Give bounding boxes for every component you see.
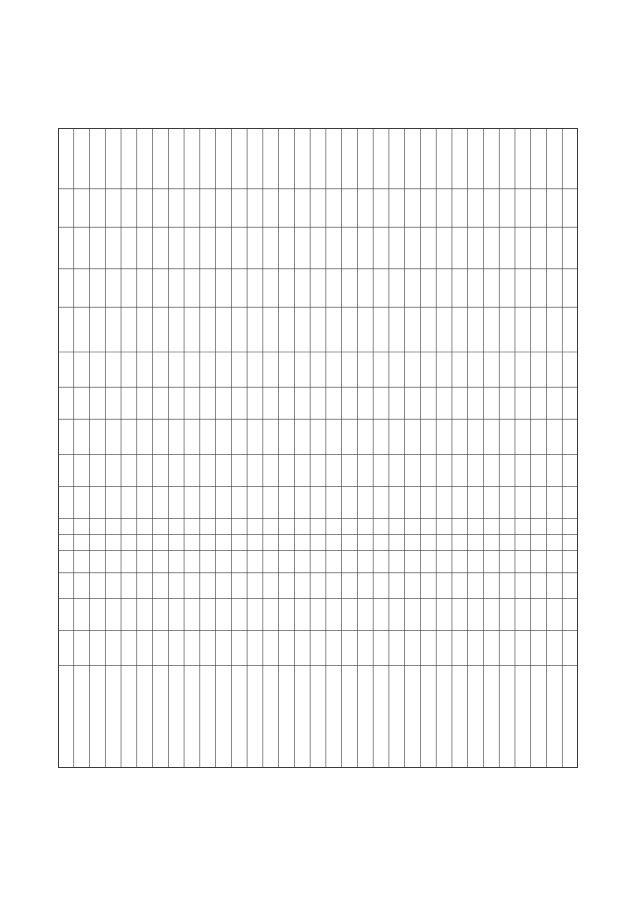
table-frame xyxy=(59,129,578,768)
data-table xyxy=(58,128,578,768)
rotated-table-scan xyxy=(58,128,578,768)
